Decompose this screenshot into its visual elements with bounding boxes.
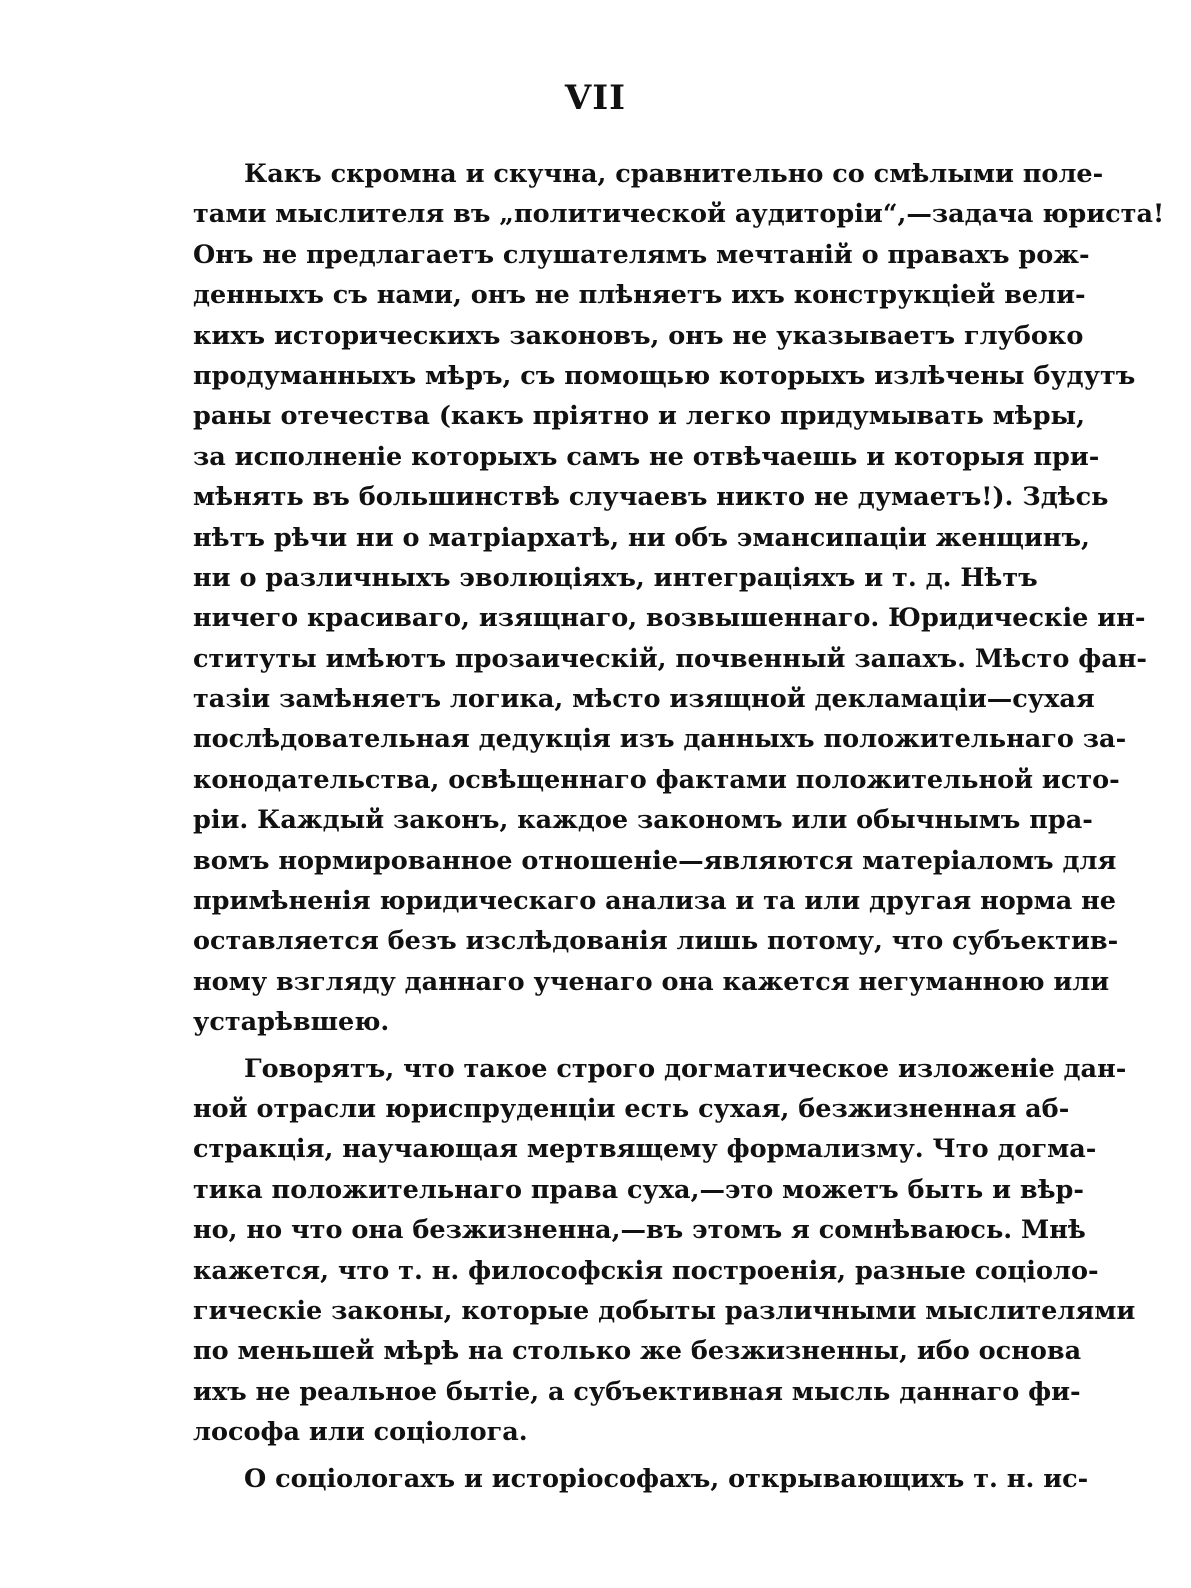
text-line: устарѣвшею. — [193, 1007, 390, 1038]
text-line: ихъ не реальное бытіе, а субъективная мысль даннаго фи- — [193, 1376, 1081, 1407]
body-text — [193, 154, 1165, 1499]
text-line: лософа или соціолога. — [193, 1417, 528, 1448]
text-line: тазіи замѣняетъ логика, мѣсто изящной декламаціи—сухая — [193, 684, 1095, 715]
text-line: кажется, что т. н. философскія построенія, разные соціоло- — [193, 1255, 1099, 1286]
paragraph — [193, 1459, 1089, 1499]
page-number: VII — [564, 78, 627, 118]
text-line: но, но что она безжизненна,—въ этомъ я сомнѣваюсь. Мнѣ — [193, 1215, 1086, 1246]
text-line: тами мыслителя въ „политической аудиторіи“,—задача юриста! — [193, 199, 1165, 230]
text-line: денныхъ съ нами, онъ не плѣняетъ ихъ конструкціей вели- — [193, 280, 1086, 311]
text-line: оставляется безъ изслѣдованія лишь потому, что субъектив- — [193, 926, 1119, 957]
paragraph — [193, 154, 1165, 1043]
text-line: Какъ скромна и скучна, сравнительно со смѣлыми поле- — [244, 159, 1104, 189]
text-line: по меньшей мѣрѣ на столько же безжизненны, ибо основа — [193, 1336, 1082, 1367]
text-line: вомъ нормированное отношеніе—являются матеріаломъ для — [193, 845, 1117, 876]
text-line: ріи. Каждый законъ, каждое закономъ или обычнымъ пра- — [193, 805, 1093, 836]
text-line: Говорятъ, что такое строго догматическое изложеніе дан- — [244, 1053, 1127, 1084]
text-line: гическіе законы, которые добыты различными мыслителями — [193, 1295, 1136, 1326]
text-line: примѣненія юридическаго анализа и та или другая норма не — [193, 886, 1117, 917]
text-line: Онъ не предлагаетъ слушателямъ мечтаній о правахъ рож- — [193, 239, 1090, 270]
text-line: мѣнять въ большинствѣ случаевъ никто не думаетъ!). Здѣсь — [193, 482, 1109, 513]
text-line: ни о различныхъ эволюціяхъ, интеграціяхъ и т. д. Нѣтъ — [193, 562, 1038, 593]
paragraph — [193, 1049, 1136, 1453]
text-line: ному взгляду даннаго ученаго она кажется негуманною или — [193, 966, 1110, 997]
text-line: ной отрасли юриспруденціи есть сухая, безжизненная аб- — [193, 1093, 1070, 1124]
text-line: нѣтъ рѣчи ни о матріархатѣ, ни объ эмансипаціи женщинъ, — [193, 522, 1090, 553]
text-line: ституты имѣютъ прозаическій, почвенный запахъ. Мѣсто фан- — [193, 643, 1147, 674]
text-line: ничего красиваго, изящнаго, возвышеннаго. Юридическіе ин- — [193, 603, 1146, 634]
text-line: послѣдовательная дедукція изъ данныхъ положительнаго за- — [193, 724, 1127, 755]
text-line: О соціологахъ и исторіософахъ, открывающихъ т. н. ис- — [244, 1463, 1089, 1494]
text-line: продуманныхъ мѣръ, съ помощью которыхъ излѣчены будутъ — [193, 360, 1136, 391]
text-line: тика положительнаго права суха,—это можетъ быть и вѣр- — [193, 1174, 1084, 1205]
text-line: стракція, научающая мертвящему формализму. Что догма- — [193, 1134, 1097, 1165]
text-line: кихъ историческихъ законовъ, онъ не указываетъ глубоко — [193, 320, 1084, 351]
text-line: раны отечества (какъ пріятно и легко придумывать мѣры, — [193, 401, 1085, 432]
text-line: конодательства, освѣщеннаго фактами положительной исто- — [193, 764, 1120, 795]
text-line: за исполненіе которыхъ самъ не отвѣчаешь и которыя при- — [193, 441, 1100, 472]
